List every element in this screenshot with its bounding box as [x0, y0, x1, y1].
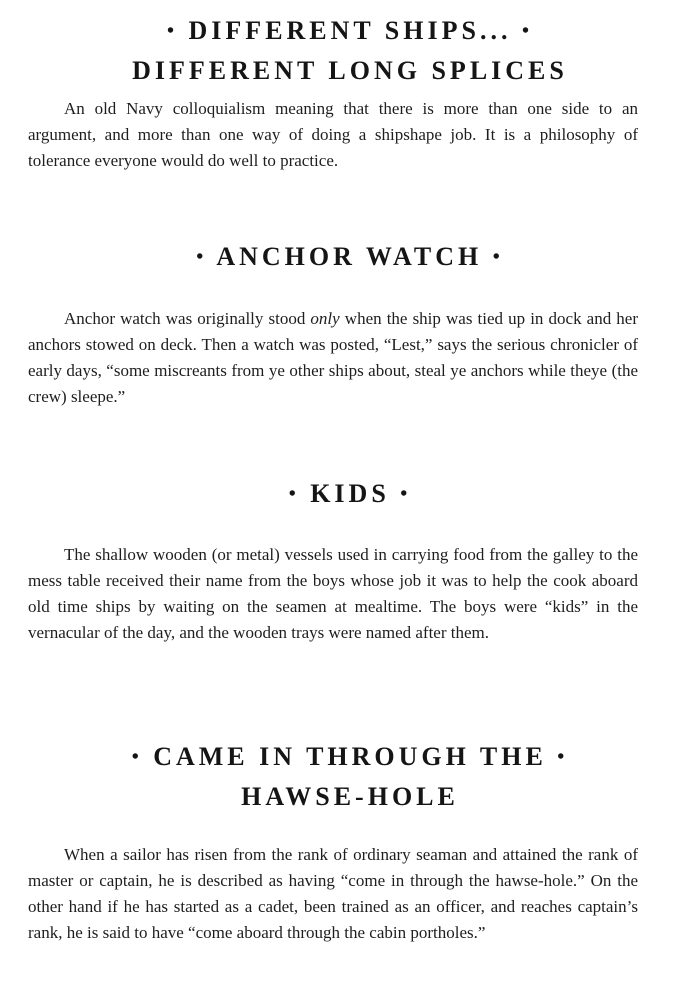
bullet-icon: •	[288, 483, 300, 506]
section-kids	[0, 475, 700, 515]
heading-line: CAME IN THROUGH THE	[153, 742, 547, 771]
bullet-icon: •	[196, 246, 208, 269]
bullet-icon: •	[492, 246, 504, 269]
section-body: When a sailor has risen from the rank of ordinary seaman and attained the rank of master or captain, he is described as having “come in through the hawse-hole.” On the other hand if he has started as a cadet, been trained as an officer, and reaches captain’s rank, he is said to have “come aboard through the cabin portholes.”	[28, 845, 638, 942]
section-heading	[0, 238, 700, 278]
bullet-icon: •	[521, 20, 533, 43]
section-heading-line2: HAWSE-HOLE	[241, 782, 459, 812]
body-text-part: Anchor watch was originally stood	[64, 309, 311, 328]
section-heading	[0, 12, 700, 52]
section-body: An old Navy colloquialism meaning that there is more than one side to an argument, and more than one way of doing a shipshape job. It is a philosophy of tolerance everyone would do well to practice.	[28, 99, 638, 170]
section-body	[28, 306, 638, 410]
heading-line: DIFFERENT SHIPS...	[188, 16, 512, 45]
bullet-icon: •	[167, 20, 179, 43]
section-anchor-watch	[0, 238, 700, 278]
section-hawse-hole	[0, 738, 700, 816]
section-heading-line2: DIFFERENT LONG SPLICES	[132, 56, 568, 86]
section-heading	[0, 475, 700, 515]
bullet-icon: •	[131, 746, 143, 769]
bullet-icon: •	[400, 483, 412, 506]
heading-line: ANCHOR WATCH	[216, 242, 483, 271]
bullet-icon: •	[557, 746, 569, 769]
body-text-emphasis: only	[310, 309, 340, 328]
section-different-ships	[0, 12, 700, 90]
section-body: The shallow wooden (or metal) vessels used in carrying food from the galley to the mess table received their name from the boys whose job it was to help the cook aboard old time ships by waiting on the seamen at mealtime. The boys were “kids” in the vernacular of the day, and the wooden trays were named after them.	[28, 545, 638, 642]
section-heading	[0, 738, 700, 778]
heading-line: KIDS	[310, 479, 390, 508]
body-text-part: when the ship was tied up in dock and her anchors stowed on deck. Then a watch was posted, “Lest,” says the serious chronicler of early days, “some miscreants from ye other ships about, steal ye anchors while theye (the crew) sleepe.”	[28, 309, 638, 406]
